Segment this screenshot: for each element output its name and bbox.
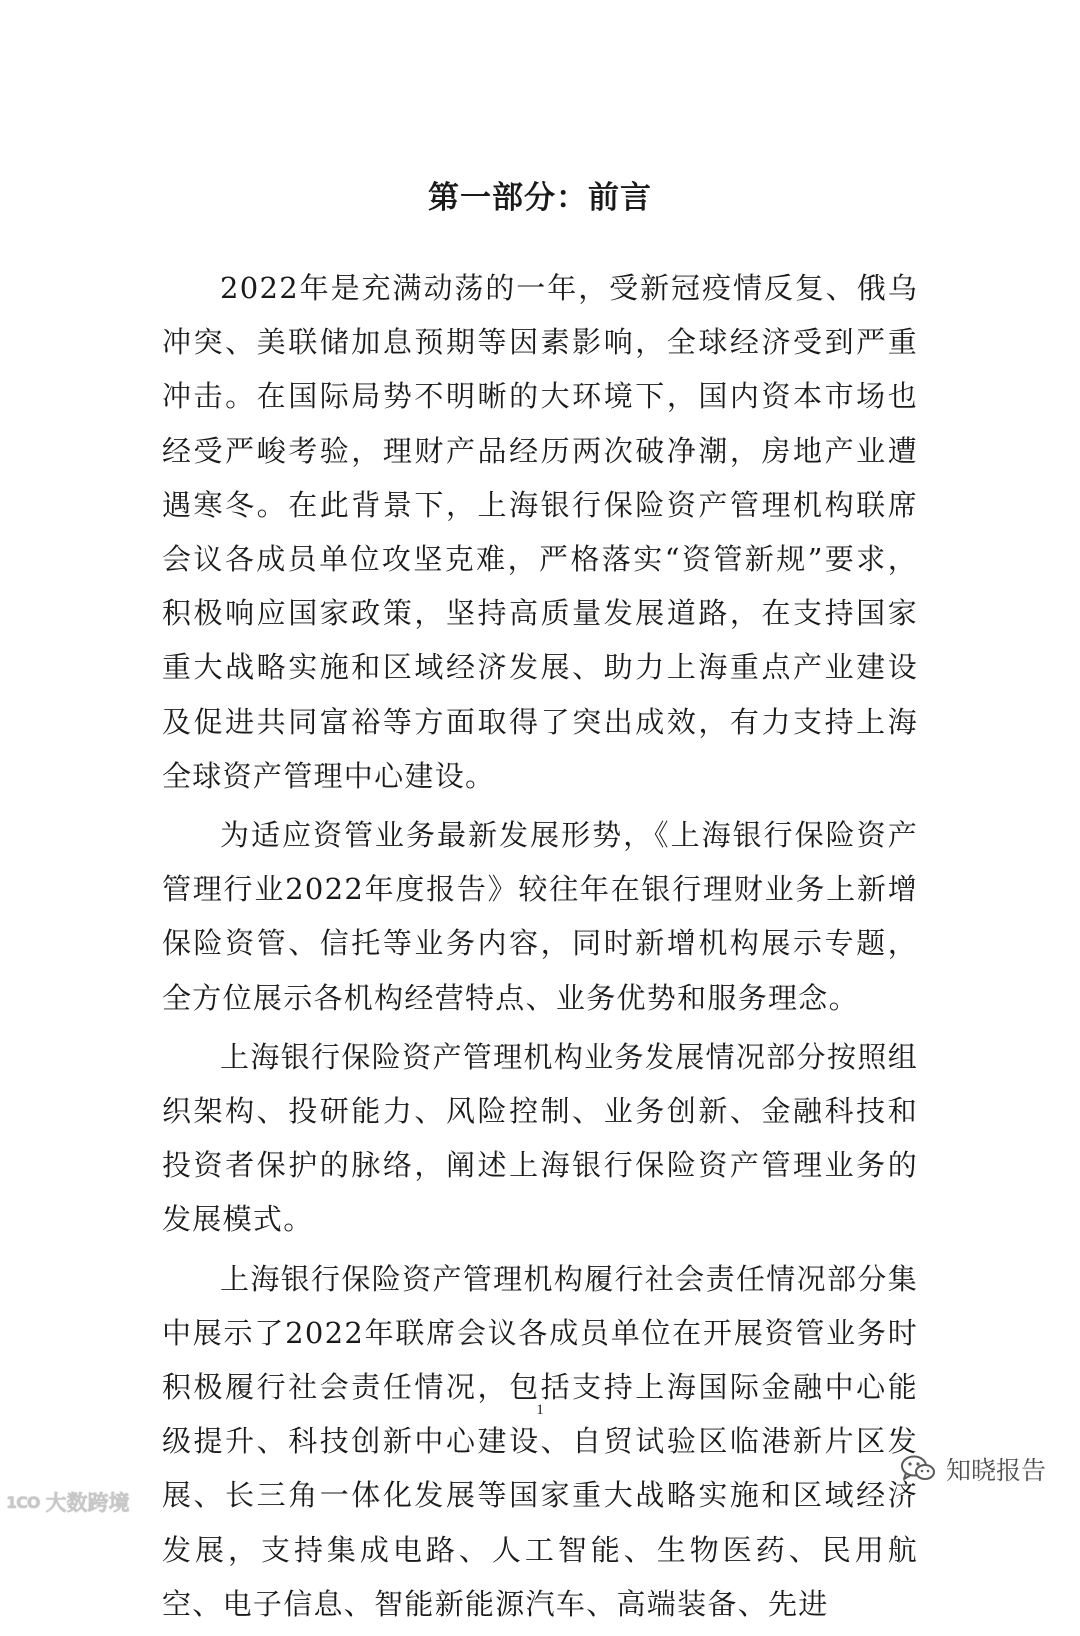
paragraph-business-development: 上海银行保险资产管理机构业务发展情况部分按照组织架构、投研能力、风险控制、业务创新、金融科技和投资者保护的脉络，阐述上海银行保险资产管理业务的发展模式。 — [162, 1039, 918, 1237]
watermark-zhixiaobaogao — [900, 1451, 1046, 1487]
paragraph-intro: 2022年是充满动荡的一年，受新冠疫情反复、俄乌冲突、美联储加息预期等因素影响，全球经济受到严重冲击。在国际局势不明晰的大环境下，国内资本市场也经受严峻考验，理财产品经历两次破净潮，房地产业遭遇寒冬。在此背景下，上海银行保险资产管理机构联席会议各成员单位攻坚克难，严格落实“资管新规”要求，积极响应国家政策，坚持高质量发展道路，在支持国家重大战略实施和区域经济发展、助力上海重点产业建设及促进共同富裕等方面取得了突出成效，有力支持上海全球资产管理中心建设。 — [162, 271, 918, 793]
section-heading: 第一部分：前言 — [428, 180, 652, 216]
watermark-dashujuajing — [6, 1487, 129, 1517]
watermark-right-text: 知晓报告 — [945, 1456, 1046, 1485]
paragraph-social-responsibility: 上海银行保险资产管理机构履行社会责任情况部分集中展示了2022年联席会议各成员单位在开展资管业务时积极履行社会责任情况，包括支持上海国际金融中心能级提升、科技创新中心建设、自贸试验区临港新片区发展、长三角一体化发展等国家重大战略实施和区域经济发展，支持集成电路、人工智能、生物医药、民用航空、电子信息、智能新能源汽车、高端装备、先进 — [162, 1261, 918, 1621]
page-number: 1 — [536, 1402, 544, 1418]
paragraph-report-scope: 为适应资管业务最新发展形势，《上海银行保险资产管理行业2022年度报告》较往年在银行理财业务上新增保险资管、信托等业务内容，同时新增机构展示专题，全方位展示各机构经营特点、业务优势和服务理念。 — [162, 818, 918, 1015]
watermark-left-text: 大数跨境 — [45, 1491, 130, 1515]
watermark-logo: 1CO — [6, 1492, 40, 1512]
body-text — [162, 261, 918, 1636]
wechat-icon — [900, 1454, 936, 1484]
